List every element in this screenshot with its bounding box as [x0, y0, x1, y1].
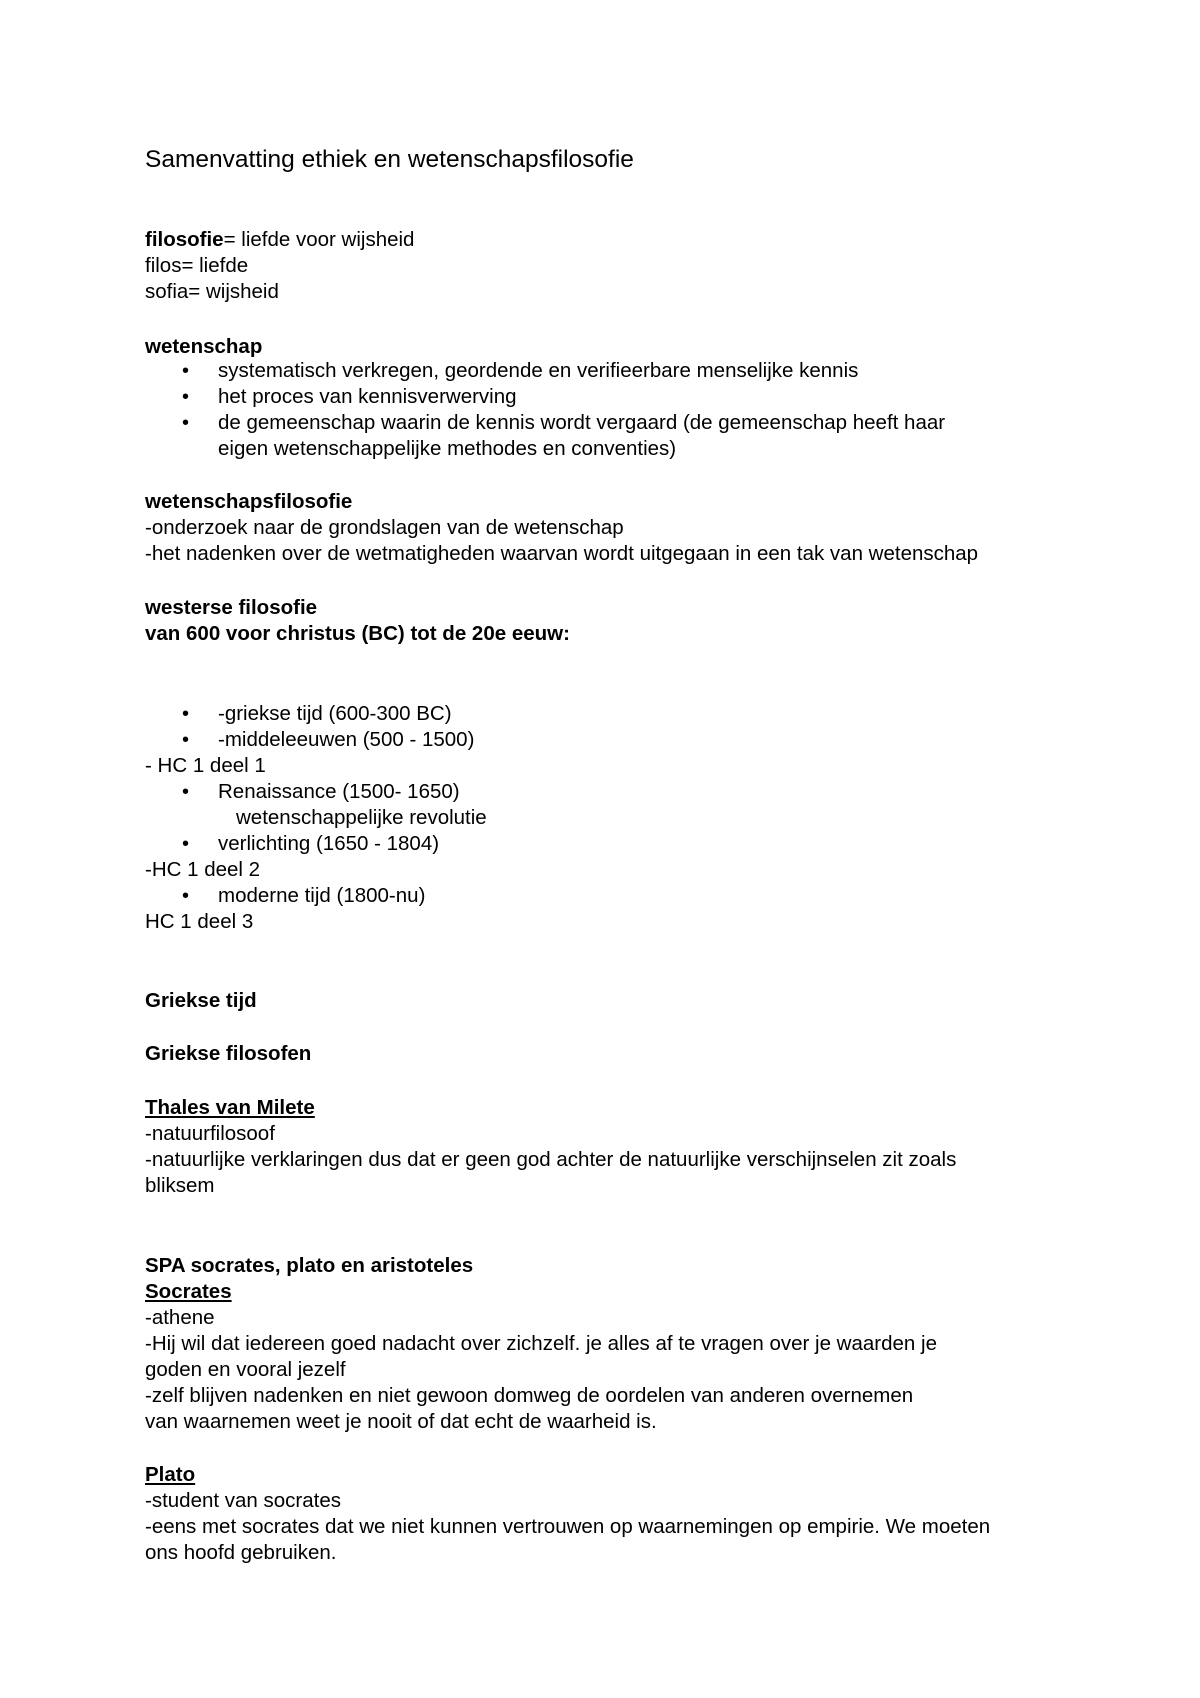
thales-line: bliksem [145, 1174, 215, 1197]
filosofie-line: filos= liefde [145, 254, 249, 277]
griekse-filosofen-heading: Griekse filosofen [145, 1042, 312, 1065]
period-bullet: • -griekse tijd (600-300 BC) [218, 701, 452, 727]
westerse-subheading: van 600 voor christus (BC) tot de 20e eeuw: [145, 622, 570, 645]
period-bullet: • -middeleeuwen (500 - 1500) [218, 727, 474, 753]
period-bullet: • Renaissance (1500- 1650) [218, 779, 460, 805]
period-bullet: • verlichting (1650 - 1804) [218, 831, 439, 857]
plato-line: -eens met socrates dat we niet kunnen vertrouwen op waarnemingen op empirie. We moeten [145, 1515, 991, 1538]
wetenschapsfilosofie-line: -onderzoek naar de grondslagen van de wetenschap [145, 516, 624, 539]
wetenschap-bullet: • het proces van kennisverwerving [218, 384, 517, 410]
plato-line: ons hoofd gebruiken. [145, 1541, 337, 1564]
filosofie-definition-text: = liefde voor wijsheid [223, 228, 415, 251]
socrates-line: van waarnemen weet je nooit of dat echt de waarheid is. [145, 1410, 657, 1433]
document-title: Samenvatting ethiek en wetenschapsfilosofie [145, 146, 634, 173]
wetenschap-bullet: • de gemeenschap waarin de kennis wordt vergaard (de gemeenschap heeft haar [218, 410, 945, 436]
wetenschap-heading: wetenschap [145, 335, 263, 358]
spa-heading: SPA socrates, plato en aristoteles [145, 1254, 474, 1277]
socrates-line: -Hij wil dat iedereen goed nadacht over zichzelf. je alles af te vragen over je waarden je [145, 1332, 937, 1355]
thales-heading: Thales van Milete [145, 1096, 315, 1119]
filosofie-line: sofia= wijsheid [145, 280, 279, 303]
socrates-line: goden en vooral jezelf [145, 1358, 346, 1381]
filosofie-term: filosofie [145, 228, 224, 251]
wetenschapsfilosofie-heading: wetenschapsfilosofie [145, 490, 353, 513]
thales-line: -natuurfilosoof [145, 1122, 275, 1145]
plato-line: -student van socrates [145, 1489, 341, 1512]
period-subline: wetenschappelijke revolutie [236, 806, 487, 829]
hc-reference: - HC 1 deel 1 [145, 754, 266, 777]
socrates-heading: Socrates [145, 1280, 232, 1303]
wetenschapsfilosofie-line: -het nadenken over de wetmatigheden waarvan wordt uitgegaan in een tak van wetenschap [145, 542, 979, 565]
filosofie-definition [145, 227, 414, 253]
thales-line: -natuurlijke verklaringen dus dat er geen god achter de natuurlijke verschijnselen zit zoals [145, 1148, 957, 1171]
socrates-line: -athene [145, 1306, 215, 1329]
wetenschap-bullet: • systematisch verkregen, geordende en verifieerbare menselijke kennis [218, 358, 858, 384]
hc-reference: HC 1 deel 3 [145, 910, 254, 933]
plato-heading: Plato [145, 1463, 196, 1486]
griekse-tijd-heading: Griekse tijd [145, 989, 257, 1012]
period-bullet: • moderne tijd (1800-nu) [218, 883, 425, 909]
wetenschap-bullet-continued: eigen wetenschappelijke methodes en conventies) [218, 437, 677, 460]
hc-reference: -HC 1 deel 2 [145, 858, 261, 881]
socrates-line: -zelf blijven nadenken en niet gewoon domweg de oordelen van anderen overnemen [145, 1384, 914, 1407]
westerse-heading: westerse filosofie [145, 596, 318, 619]
